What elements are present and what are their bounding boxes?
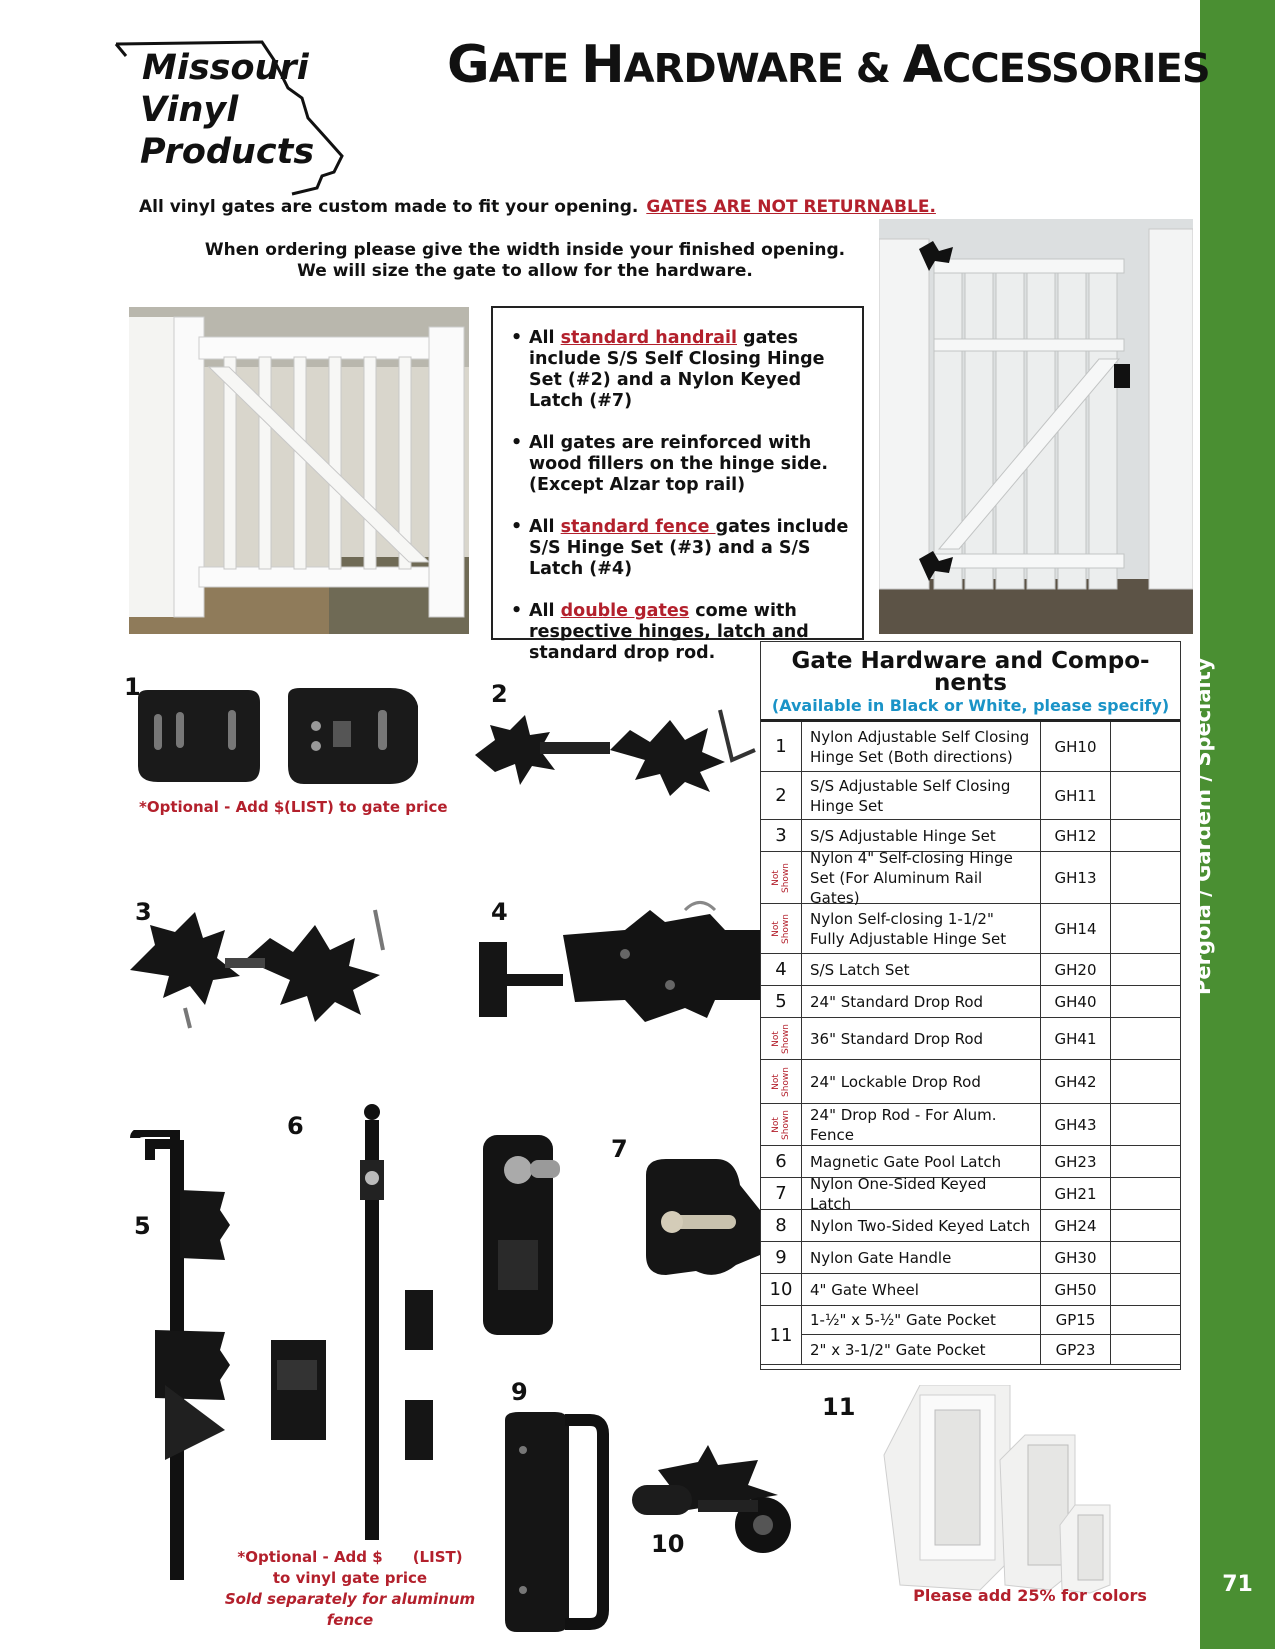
- not-returnable-warning: GATES ARE NOT RETURNABLE.: [646, 197, 936, 217]
- row-price: [1111, 1242, 1180, 1273]
- row-description: Nylon Two-Sided Keyed Latch: [802, 1210, 1041, 1241]
- logo-line-missouri: Missouri: [142, 48, 309, 88]
- row-price: [1111, 820, 1180, 851]
- ordering-note: When ordering please give the width inside your finished opening. We will size the gate to allow for the hardware.: [204, 240, 846, 281]
- page-number: 71: [1222, 1572, 1253, 1597]
- adjustable-hinge-image: [125, 900, 415, 1030]
- logo-line-vinyl: Vinyl: [140, 90, 239, 130]
- table-row: [761, 722, 1180, 772]
- row-code: GH10: [1041, 722, 1111, 771]
- row-code: GH14: [1041, 904, 1111, 953]
- table-header: [761, 642, 1180, 722]
- fence-gate-photo: [879, 219, 1193, 634]
- row-number: 10: [761, 1274, 802, 1305]
- table-row: [761, 904, 1180, 954]
- row-price: [1111, 1146, 1180, 1177]
- custom-made-note: All vinyl gates are custom made to fit your opening. GATES ARE NOT RETURNABLE.: [139, 197, 936, 217]
- row-description: Nylon Adjustable Self Closing Hinge Set (Both directions): [802, 722, 1041, 771]
- row-number: 3: [761, 820, 802, 851]
- row-number: 5: [761, 986, 802, 1017]
- item-6-label: 6: [287, 1112, 304, 1140]
- row-price: [1111, 1306, 1180, 1334]
- table-subrow: [802, 1306, 1180, 1335]
- row-number: 11: [761, 1306, 802, 1364]
- row-code: GP23: [1041, 1335, 1111, 1364]
- row-price: [1111, 1178, 1180, 1209]
- row-description: S/S Adjustable Hinge Set: [802, 820, 1041, 851]
- colors-note: Please add 25% for colors: [913, 1586, 1147, 1605]
- row-number: Not Shown: [761, 1060, 802, 1103]
- two-sided-keyed-latch-image: [478, 1130, 568, 1340]
- gate-pockets-image: [880, 1385, 1120, 1595]
- hardware-table: [760, 641, 1181, 1370]
- row-description: 2" x 3-1/2" Gate Pocket: [802, 1335, 1041, 1364]
- page-title: GATE HARDWARE & ACCESSORIES: [447, 35, 1210, 95]
- row-number: Not Shown: [761, 1104, 802, 1145]
- row-price: [1111, 986, 1180, 1017]
- row-number: 7: [761, 1178, 802, 1209]
- row-number: 9: [761, 1242, 802, 1273]
- table-row: [761, 848, 1180, 907]
- item-11-label: 11: [822, 1393, 856, 1421]
- row-code: GH43: [1041, 1104, 1111, 1145]
- optional-note-1a: *Optional - Add $: [139, 798, 285, 816]
- row-description: 4" Gate Wheel: [802, 1274, 1041, 1305]
- row-code: GH41: [1041, 1018, 1111, 1059]
- section-label: Pergola / Gardem / Specialty: [1191, 657, 1215, 995]
- info-item-reinforced: • All gates are reinforced with wood fillers on the hinge side. (Except Alzar top rail): [505, 433, 852, 496]
- row-price: [1111, 722, 1180, 771]
- row-description: 1-½" x 5-½" Gate Pocket: [802, 1306, 1041, 1334]
- table-subtitle: (Available in Black or White, please specify): [771, 696, 1170, 715]
- table-row: [761, 1060, 1180, 1104]
- row-number: 2: [761, 772, 802, 819]
- table-title: Gate Hardware and Compo- nents: [791, 648, 1150, 696]
- logo-line-products: Products: [140, 132, 315, 172]
- item-5-label: 5: [134, 1212, 151, 1240]
- optional-note-2: *Optional - Add $ (LIST) to vinyl gate price Sold separately for aluminum fence: [224, 1548, 476, 1629]
- table-body: [761, 722, 1180, 1365]
- table-row: [761, 986, 1180, 1018]
- row-description: 24" Standard Drop Rod: [802, 986, 1041, 1017]
- standard-drop-rod-image: [125, 1130, 245, 1590]
- gate-info-box: [491, 306, 864, 663]
- table-subrow: [802, 1335, 1180, 1364]
- row-code: GH23: [1041, 1146, 1111, 1177]
- row-price: [1111, 904, 1180, 953]
- info-item-handrail: • All standard handrail gates include S/S Self Closing Hinge Set (#2) and a Nylon Keyed Latch (#7): [505, 328, 852, 412]
- row-number: Not Shown: [761, 904, 802, 953]
- item-7-label: 7: [611, 1135, 628, 1163]
- row-description: Nylon Gate Handle: [802, 1242, 1041, 1273]
- table-row: [761, 1242, 1180, 1274]
- row-code: GH21: [1041, 1178, 1111, 1209]
- one-sided-keyed-latch-image: [636, 1155, 760, 1285]
- row-description: 24" Drop Rod - For Alum. Fence: [802, 1104, 1041, 1145]
- table-row: [761, 1174, 1180, 1213]
- row-code: GP15: [1041, 1306, 1111, 1334]
- item-10-label: 10: [651, 1530, 685, 1558]
- table-row: [761, 1306, 1180, 1365]
- row-price: [1111, 772, 1180, 819]
- handrail-gate-photo: [129, 307, 469, 634]
- row-code: GH12: [1041, 820, 1111, 851]
- row-price: [1111, 1210, 1180, 1241]
- row-price: [1111, 1018, 1180, 1059]
- row-code: GH50: [1041, 1274, 1111, 1305]
- info-item-double: • All double gates come with respective hinges, latch and standard drop rod.: [505, 601, 852, 664]
- row-description: Nylon Self-closing 1-1/2" Fully Adjustable Hinge Set: [802, 904, 1041, 953]
- row-code: GH20: [1041, 954, 1111, 985]
- table-row: [761, 772, 1180, 820]
- table-row: [761, 1210, 1180, 1242]
- item-9-label: 9: [511, 1378, 528, 1406]
- info-item-fence: • All standard fence gates include S/S Hinge Set (#3) and a S/S Latch (#4): [505, 517, 852, 580]
- row-code: GH30: [1041, 1242, 1111, 1273]
- row-number: 4: [761, 954, 802, 985]
- magnetic-pool-latch-image: [265, 1100, 445, 1540]
- row-number: 6: [761, 1146, 802, 1177]
- gate-handle-image: [495, 1410, 610, 1635]
- self-closing-hinge-image: [470, 700, 760, 800]
- row-number: Not Shown: [761, 852, 802, 903]
- row-code: GH42: [1041, 1060, 1111, 1103]
- row-code: GH24: [1041, 1210, 1111, 1241]
- row-price: [1111, 1335, 1180, 1364]
- latch-set-image: [475, 900, 760, 1030]
- gate-wheel-image: [628, 1440, 798, 1560]
- row-description: Nylon One-Sided Keyed Latch: [802, 1178, 1041, 1209]
- row-description: Magnetic Gate Pool Latch: [802, 1146, 1041, 1177]
- row-number: 1: [761, 722, 802, 771]
- row-description: S/S Adjustable Self Closing Hinge Set: [802, 772, 1041, 819]
- row-price: [1111, 852, 1180, 903]
- table-row: [761, 954, 1180, 986]
- row-code: GH11: [1041, 772, 1111, 819]
- row-description: 36" Standard Drop Rod: [802, 1018, 1041, 1059]
- row-number: 8: [761, 1210, 802, 1241]
- row-code: GH40: [1041, 986, 1111, 1017]
- optional-note-1b: (LIST) to gate price: [284, 798, 448, 816]
- row-number: Not Shown: [761, 1018, 802, 1059]
- item-4-label: 4: [491, 898, 508, 926]
- item-3-label: 3: [135, 898, 152, 926]
- item-2-label: 2: [491, 680, 508, 708]
- nylon-hinge-set-image: [128, 686, 428, 796]
- table-row: [761, 1274, 1180, 1306]
- row-description: 24" Lockable Drop Rod: [802, 1060, 1041, 1103]
- row-description: Nylon 4" Self-closing Hinge Set (For Aluminum Rail Gates): [802, 852, 1041, 903]
- row-price: [1111, 1274, 1180, 1305]
- company-logo: [112, 38, 370, 198]
- row-price: [1111, 1104, 1180, 1145]
- item-1-label: 1: [124, 673, 141, 701]
- table-row: [761, 1018, 1180, 1060]
- row-description: S/S Latch Set: [802, 954, 1041, 985]
- row-price: [1111, 1060, 1180, 1103]
- row-price: [1111, 954, 1180, 985]
- row-code: GH13: [1041, 852, 1111, 903]
- table-row: [761, 1104, 1180, 1146]
